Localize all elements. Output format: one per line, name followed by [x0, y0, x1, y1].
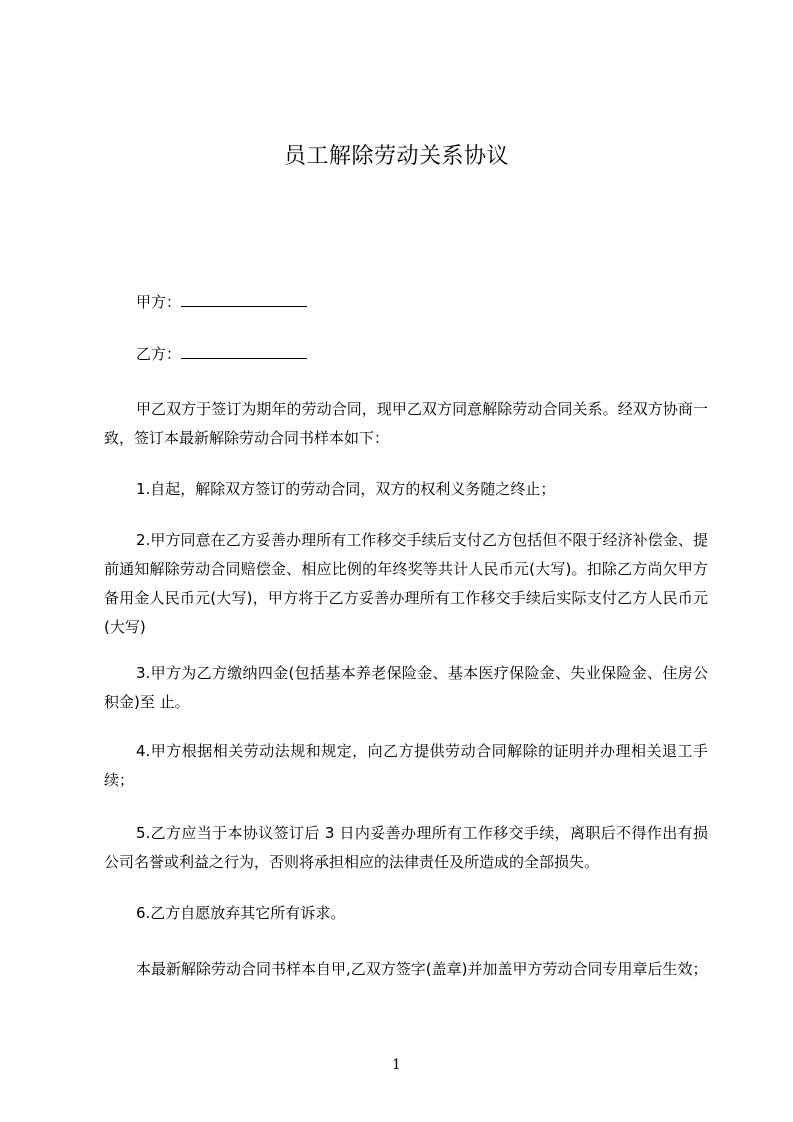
- party-a-line: [136, 292, 307, 312]
- closing-paragraph: 本最新解除劳动合同书样本自甲,乙双方签字(盖章)并加盖甲方劳动合同专用章后生效；: [136, 960, 708, 978]
- party-b-blank: [181, 345, 307, 359]
- clause-5: 5.乙方应当于本协议签订后 3 日内妥善办理所有工作移交手续，离职后不得作出有损公司名誉或利益之行为，否则将承担相应的法律责任及所造成的全部损失。: [104, 824, 708, 871]
- page-number: 1: [392, 1057, 401, 1073]
- clause-3: 3.甲方为乙方缴纳四金(包括基本养老保险金、基本医疗保险金、失业保险金、住房公积金)至 止。: [104, 664, 708, 711]
- party-a-blank: [181, 293, 307, 307]
- party-b-line: [136, 344, 307, 364]
- party-a-label: 甲方：: [136, 293, 182, 311]
- document-title: 员工解除劳动关系协议: [283, 144, 509, 169]
- clause-4: 4.甲方根据相关劳动法规和规定，向乙方提供劳动合同解除的证明并办理相关退工手续；: [104, 742, 708, 789]
- clause-2: 2.甲方同意在乙方妥善办理所有工作移交手续后支付乙方包括但不限于经济补偿金、提前通知解除劳动合同赔偿金、相应比例的年终奖等共计人民币元(大写)。扣除乙方尚欠甲方备用金人民币元(大写)，甲方将于乙方妥善办理所有工作移交手续后实际支付乙方人民币元(大写): [104, 531, 708, 636]
- clause-6: 6.乙方自愿放弃其它所有诉求。: [136, 904, 346, 922]
- clause-1: 1.自起，解除双方签订的劳动合同，双方的权利义务随之终止；: [136, 480, 556, 498]
- party-b-label: 乙方：: [136, 345, 182, 363]
- intro-paragraph: 甲乙双方于签订为期年的劳动合同，现甲乙双方同意解除劳动合同关系。经双方协商一致，签订本最新解除劳动合同书样本如下：: [104, 400, 708, 447]
